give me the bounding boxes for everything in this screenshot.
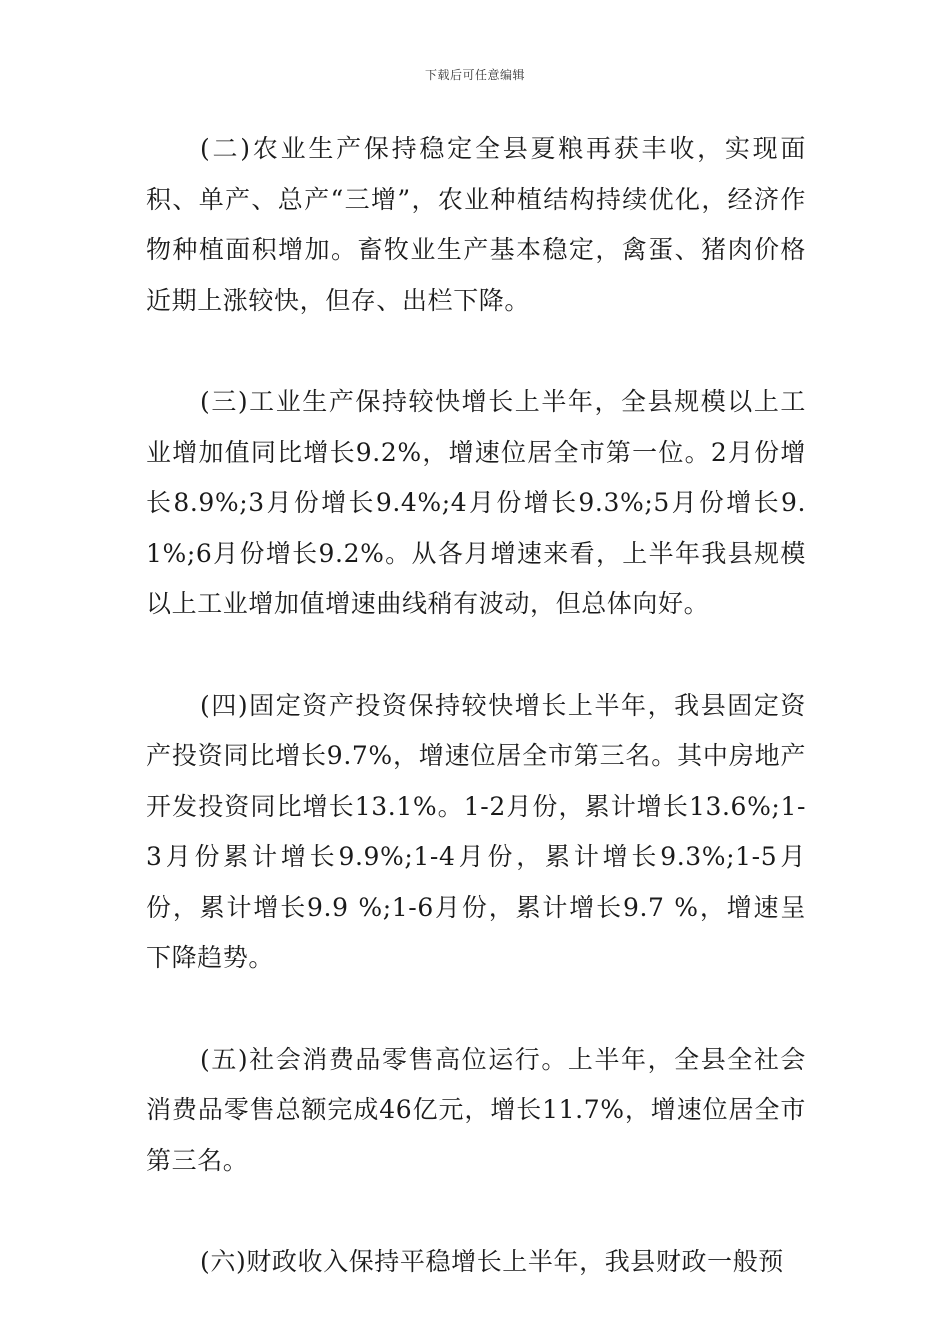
paragraph-consumer-retail: (五)社会消费品零售高位运行。上半年，全县全社会消费品零售总额完成46亿元，增长11.7%，增速位居全市第三名。 bbox=[146, 1044, 806, 1175]
paragraph-fiscal-revenue: (六)财政收入保持平稳增长上半年，我县财政一般预 bbox=[200, 1247, 784, 1276]
page-header-note: 下载后可任意编辑 bbox=[424, 68, 525, 82]
paragraph-industry: (三)工业生产保持较快增长上半年，全县规模以上工业增加值同比增长9.2%，增速位居全市第一位。2月份增长8.9%;3月份增长9.4%;4月份增长9.3%;5月份增长9.1%;6月份增长9.2%。从各月增速来看，上半年我县规模以上工业增加值增速曲线稍有波动，但总体向好。 bbox=[146, 387, 806, 618]
paragraph-fixed-asset-investment: (四)固定资产投资保持较快增长上半年，我县固定资产投资同比增长9.7%，增速位居全市第三名。其中房地产开发投资同比增长13.1%。1-2月份，累计增长13.6%;1-3月份累计增长9.9%;1-4月份，累计增长9.3%;1-5月份，累计增长9.9 %;1-6月份，累计增长9.7 %，增速呈下降趋势。 bbox=[146, 690, 806, 972]
paragraph-agriculture: (二)农业生产保持稳定全县夏粮再获丰收，实现面积、单产、总产“三增”，农业种植结构持续优化，经济作物种植面积增加。畜牧业生产基本稳定，禽蛋、猪肉价格近期上涨较快，但存、出栏下降。 bbox=[146, 134, 806, 315]
document-body bbox=[146, 124, 806, 1339]
